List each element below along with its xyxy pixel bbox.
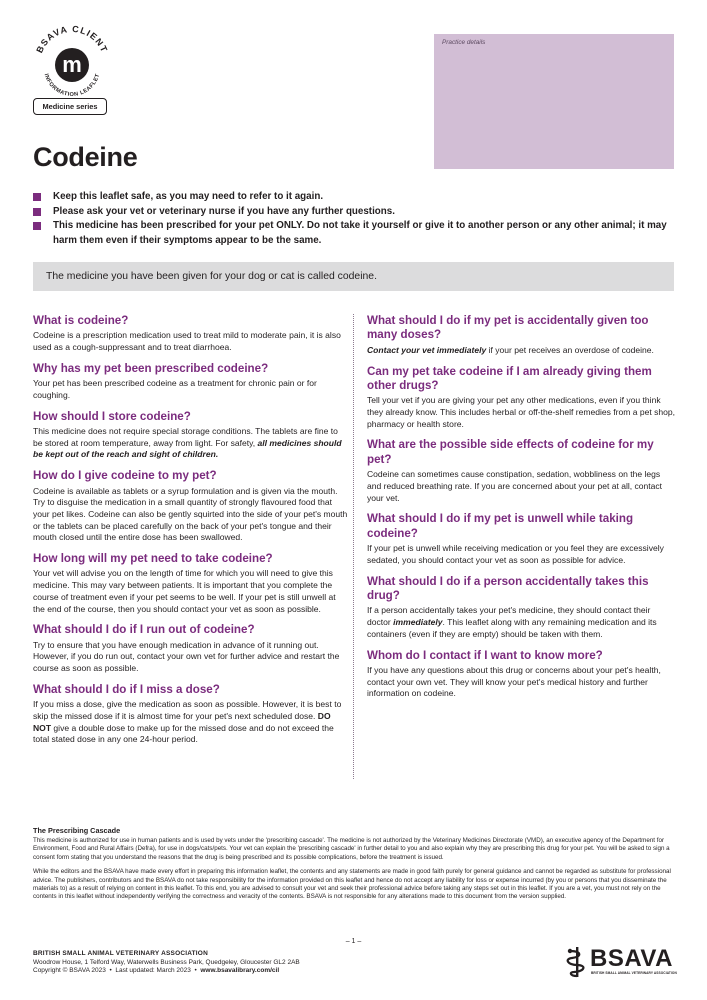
section-why-prescribed [33,362,349,402]
last-updated: Last updated: March 2023 [115,967,191,975]
column-divider [353,314,354,779]
section-heading: Can my pet take codeine if I am already giving them other drugs? [367,364,652,392]
organisation-details [33,950,300,976]
bsava-subtitle: BRITISH SMALL ANIMAL VETERINARY ASSOCIATION [591,971,677,975]
svg-text:BSAVA CLIENT: BSAVA CLIENT [34,24,110,55]
section-heading: What should I do if my pet is accidentally given too many doses? [367,314,649,342]
section-heading: Whom do I contact if I want to know more? [367,648,603,662]
section-body [367,605,675,640]
section-heading: How long will my pet need to take codeine? [33,552,273,566]
page-title: Codeine [33,142,138,172]
section-body: Codeine is a prescription medication used to treat mild to moderate pain, it is also used as a cough-suppressant and to treat diarrhoea. [33,330,341,353]
section-body: Your pet has been prescribed codeine as a treatment for chronic pain or for coughing. [33,378,317,400]
copyright: Copyright © BSAVA 2023 [33,967,106,975]
section-heading: What should I do if I run out of codeine? [33,623,255,637]
overdose-text: if your pet receives an overdose of codeine. [488,344,654,355]
person-text-a: If a person accidentally takes your pet's medicine, they should contact their doctor [367,605,651,628]
section-body: Tell your vet if you are giving your pet any other medications, even if you think they already know. This includes herbal or off-the-shelf remedies from a pet shop, pharmacy or health store. [367,395,676,429]
section-body: Codeine can sometimes cause constipation, sedation, wobbliness on the legs and reduced breathing rate. If you are concerned about your pet at all, contact your vet. [367,469,663,503]
section-body: If you have any questions about this drug or concerns about your pet's health, contact your own vet. They will know your pet's medical history and further information on codeine. [367,664,661,699]
series-label: Medicine series [42,102,98,111]
left-column [33,314,349,754]
section-heading: How do I give codeine to my pet? [33,469,217,483]
section-body [33,426,349,461]
footer-notes [33,826,674,908]
section-body: Try to ensure that you have enough medication in advance of it running out. However, if you do run out, contact your own vet for further advice and restart the course as soon as possible. [33,639,340,674]
bsava-wordmark: BSAVA [590,945,673,972]
org-name: BRITISH SMALL ANIMAL VETERINARY ASSOCIATION [33,950,208,957]
section-contact [367,649,675,701]
disclaimer-text: While the editors and the BSAVA have made every effort in preparing this information leaflet, the contents and any statements are made in good faith purely for general guidance and cannot be regarded as substitute for professional advice. The publishers, contributors and the BSAVA do not take responsibility for the information provided on this leaflet and hence do not accept any liability for loss or expense incurred (by you or persons that you disseminate the materials to) as a result of relying on content in this leaflet. To this end, you are advised to consult your vet and seek their professional advice before taking any steps set out in this leaflet. If you are a vet, you must not rely on the contents in this leaflet without independently verifying the correctness and veracity of the contents. BSAVA is not responsible for any alterations made to this document from the version supplied. [33,868,671,901]
section-run-out [33,623,349,675]
rod-of-asclepius-icon [566,945,588,979]
section-storage [33,410,349,462]
person-text-b: . This leaflet along with any remaining medication and its containers (even if they are empty) should be taken with them. [367,617,657,639]
storage-text: This medicine does not require special storage conditions. The tablets are fine to be stored at room temperature, away from light. For safety, [33,426,338,448]
svg-text:INFORMATION LEAFLET: INFORMATION LEAFLET [42,73,102,98]
bullet-item: Keep this leaflet safe, as you may need to refer to it again. [33,190,673,205]
section-how-to-give [33,469,349,544]
section-heading: What should I do if my pet is unwell while taking codeine? [367,512,634,540]
section-heading: What should I do if I miss a dose? [33,682,220,696]
right-column [367,314,675,708]
section-body: Codeine is available as tablets or a syrup formulation and is given via the mouth. Try to disguise the medication in a small quantity of strongly flavoured food that your pet likes. Codeine can also be gently squirted into the side of your pet's mouth or the tablets can be placed carefully on the back of your pet's tongue and their mouth closed until the entire dose has been swallowed. [33,485,348,543]
medicine-banner [33,262,674,291]
section-other-drugs [367,365,675,431]
section-heading: What is codeine? [33,314,129,327]
section-heading: Why has my pet been prescribed codeine? [33,361,269,375]
section-body [33,699,349,746]
bsava-brand [566,945,676,979]
overdose-lead: Contact your vet immediately [367,344,487,355]
section-side-effects [367,438,675,504]
section-how-long [33,552,349,615]
section-heading: How should I store codeine? [33,409,191,423]
section-what-is [33,314,349,354]
immediately-emphasis: immediately [393,617,443,628]
practice-details-box [434,34,674,169]
medicine-series-badge [33,98,107,115]
section-unwell [367,512,675,566]
website-link[interactable]: www.bsavalibrary.com/cil [200,967,280,975]
section-heading: What should I do if a person accidentally takes this drug? [367,574,649,602]
storage-warning: all medicines should be kept out of the reach and sight of children. [33,437,342,460]
section-body: Your vet will advise you on the length of time for which you will need to give this medicine. This may vary between patients. It is important that you complete the course of treatment even if your pet seems to be well. If your pet is still unwell at the end of the course, then you should contact your vet as soon as possible. [33,568,336,614]
safety-bullet-list [33,190,673,248]
bullet-item: Please ask your vet or veterinary nurse if you have any further questions. [33,205,673,220]
section-person-takes [367,575,675,641]
section-heading: What are the possible side effects of codeine for my pet? [367,438,654,466]
page-number: – 1 – [345,938,362,945]
org-address: Woodrow House, 1 Telford Way, Waterwells Business Park, Quedgeley, Gloucester GL2 2AB [33,958,300,966]
section-miss-dose [33,683,349,746]
cascade-text: This medicine is authorized for use in human patients and is used by vets under the 'prescribing cascade'. The medicine is not authorized by the Veterinary Medicines Directorate (VMD), an executive agency of the Department for Environment, Food and Rural Affairs (Defra), for use in dogs/cats/pets. Your vet can explain the 'prescribing cascade' in further detail to you and also explain why they are prescribing this drug for your pet. You will be asked to sign a consent form stating that you understand the reasons that the drug is being prescribed and its possible complications, before the treatment is issued. [33,837,670,861]
cascade-heading: The Prescribing Cascade [33,826,121,835]
svg-text:m: m [62,52,82,77]
section-body [367,345,675,357]
miss-dose-text-a: If you miss a dose, give the medication as soon as possible. However, it is best to skip the missed dose if it is almost time for your pet's next scheduled dose. [33,699,342,721]
do-not-emphasis: DO NOT [33,710,331,733]
bsava-client-leaflet-logo [32,24,112,98]
org-meta: Copyright © BSAVA 2023 • Last updated: March 2023 • www.bsavalibrary.com/cil [33,967,280,975]
miss-dose-text-b: give a double dose to make up for the missed dose and do not exceed the total stated dose in any one 24-hour period. [33,722,334,745]
practice-details-label: Practice details [442,39,486,46]
section-body: If your pet is unwell while receiving medication or you feel they are excessively sedated, you should contact your vet as soon as possible for advice. [367,543,664,565]
bullet-item: This medicine has been prescribed for your pet ONLY. Do not take it yourself or give it to another person or any other animal; it may harm them even if their symptoms appear to be the same. [33,219,673,248]
section-overdose [367,314,675,357]
banner-text: The medicine you have been given for your dog or cat is called codeine. [46,271,377,282]
